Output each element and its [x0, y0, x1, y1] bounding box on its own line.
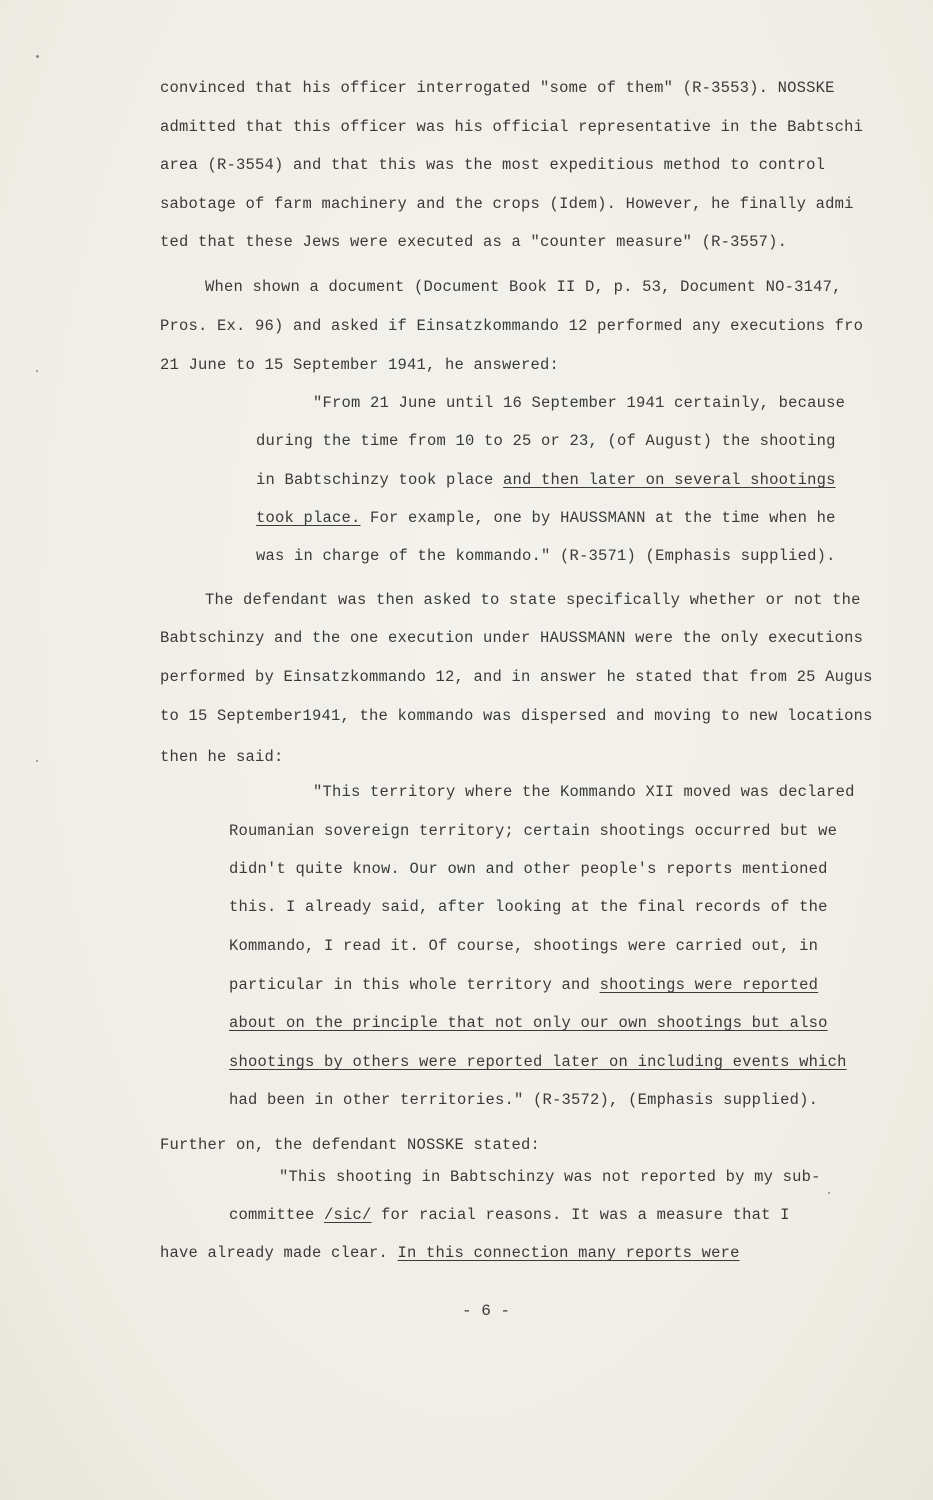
underlined-text-segment: took place.: [256, 509, 361, 527]
text-segment: When shown a document (Document Book II D, p. 53, Document NO-3147,: [205, 278, 842, 296]
text-segment: Babtschinzy and the one execution under HAUSSMANN were the only executions: [160, 629, 864, 647]
text-line-18: [160, 747, 284, 767]
paper-speck: [36, 760, 38, 762]
text-line-12: [256, 508, 836, 528]
text-line-7: [160, 316, 863, 336]
paper-speck: [828, 1192, 830, 1194]
text-line-8: [160, 355, 559, 375]
page-number: - 6 -: [462, 1302, 511, 1320]
paper-speck: [36, 55, 39, 58]
text-segment: then he said:: [160, 748, 284, 766]
text-segment: Pros. Ex. 96) and asked if Einsatzkommando 12 performed any executions fro: [160, 317, 864, 335]
text-line-6: [205, 277, 842, 297]
text-segment: this. I already said, after looking at the final records of the: [229, 898, 828, 916]
paper-speck: [36, 370, 38, 372]
text-line-2: [160, 117, 863, 137]
text-line-10: [256, 431, 836, 451]
text-segment: performed by Einsatzkommando 12, and in answer he stated that from 25 Augus: [160, 668, 873, 686]
text-line-20: [229, 821, 837, 841]
text-segment: Roumanian sovereign territory; certain shootings occurred but we: [229, 822, 838, 840]
text-line-5: [160, 232, 787, 252]
text-segment: during the time from 10 to 25 or 23, (of August) the shooting: [256, 432, 836, 450]
text-line-3: [160, 155, 825, 175]
text-line-13: [256, 546, 836, 566]
underlined-text-segment: shootings by others were reported later on including events which: [229, 1053, 847, 1071]
text-segment: "From 21 June until 16 September 1941 certainly, because: [313, 394, 846, 412]
text-segment: area (R-3554) and that this was the most expeditious method to control: [160, 156, 826, 174]
text-line-24: [229, 975, 818, 995]
text-segment: committee: [229, 1206, 325, 1224]
text-segment: "This shooting in Babtschinzy was not reported by my sub-: [279, 1168, 821, 1186]
text-segment: had been in other territories." (R-3572), (Emphasis supplied).: [229, 1091, 819, 1109]
text-line-27: [229, 1090, 818, 1110]
text-segment: The defendant was then asked to state specifically whether or not the: [205, 591, 861, 609]
underlined-text-segment: /sic/: [324, 1206, 372, 1224]
text-line-16: [160, 667, 873, 687]
text-segment: didn't quite know. Our own and other people's reports mentioned: [229, 860, 828, 878]
text-line-11: [256, 470, 836, 490]
text-line-19: [313, 782, 855, 802]
text-line-25: [229, 1013, 828, 1033]
text-segment: was in charge of the kommando." (R-3571) (Emphasis supplied).: [256, 547, 836, 565]
text-line-26: [229, 1052, 847, 1072]
text-segment: Further on, the defendant NOSSKE stated:: [160, 1136, 541, 1154]
text-line-1: [160, 78, 835, 98]
text-segment: ted that these Jews were executed as a "counter measure" (R-3557).: [160, 233, 788, 251]
text-line-22: [229, 897, 828, 917]
underlined-text-segment: shootings were reported: [599, 976, 819, 994]
text-segment: "This territory where the Kommando XII moved was declared: [313, 783, 855, 801]
text-line-15: [160, 628, 863, 648]
underlined-text-segment: In this connection many reports were: [397, 1244, 740, 1262]
text-line-21: [229, 859, 828, 879]
text-line-30: [229, 1205, 790, 1225]
text-segment: for racial reasons. It was a measure that I: [371, 1206, 790, 1224]
text-segment: Kommando, I read it. Of course, shootings were carried out, in: [229, 937, 819, 955]
text-line-14: [205, 590, 861, 610]
text-segment: sabotage of farm machinery and the crops (Idem). However, he finally admi: [160, 195, 854, 213]
text-line-4: [160, 194, 854, 214]
text-segment: convinced that his officer interrogated "some of them" (R-3553). NOSSKE: [160, 79, 835, 97]
text-line-31: [160, 1243, 740, 1263]
text-segment: For example, one by HAUSSMANN at the time when he: [360, 509, 836, 527]
text-line-17: [160, 706, 873, 726]
text-segment: to 15 September1941, the kommando was dispersed and moving to new locations: [160, 707, 873, 725]
text-line-9: [313, 393, 845, 413]
underlined-text-segment: about on the principle that not only our own shootings but also: [229, 1014, 828, 1032]
text-segment: have already made clear.: [160, 1244, 398, 1262]
text-segment: 21 June to 15 September 1941, he answered:: [160, 356, 560, 374]
text-line-28: [160, 1135, 540, 1155]
text-segment: particular in this whole territory and: [229, 976, 600, 994]
underlined-text-segment: and then later on several shootings: [503, 471, 836, 489]
text-segment: in Babtschinzy took place: [256, 471, 504, 489]
text-segment: admitted that this officer was his official representative in the Babtschi: [160, 118, 864, 136]
text-line-29: [279, 1167, 821, 1187]
text-line-23: [229, 936, 818, 956]
